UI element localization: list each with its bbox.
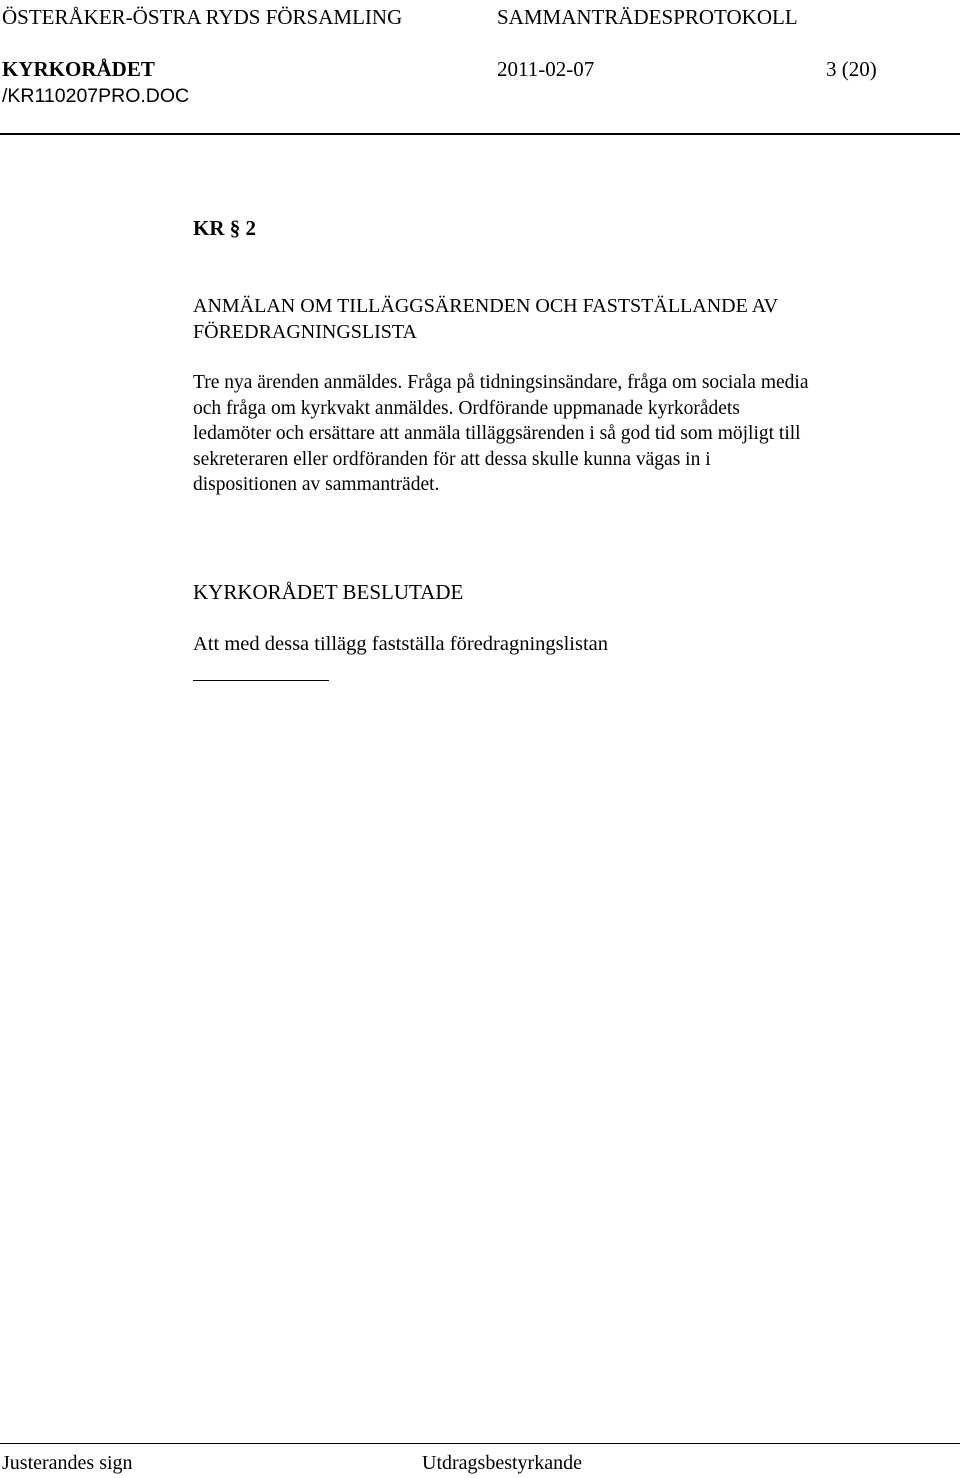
- paragraph-reference: KR § 2: [193, 216, 256, 240]
- body-line: ledamöter och ersättare att anmäla tilläggsärenden i så god tid som möjligt till: [193, 423, 801, 445]
- page-number: 3 (20): [826, 57, 877, 81]
- separator-line: [193, 680, 329, 681]
- footer-signature-label: Justerandes sign: [2, 1452, 133, 1474]
- meeting-date: 2011-02-07: [497, 57, 595, 81]
- header-divider: [0, 133, 960, 135]
- body-line: och fråga om kyrkvakt anmäldes. Ordförande uppmanade kyrkorådets: [193, 397, 740, 419]
- file-reference: /KR110207PRO.DOC: [2, 85, 190, 107]
- document-type: SAMMANTRÄDESPROTOKOLL: [497, 5, 798, 29]
- body-name: KYRKORÅDET: [2, 57, 155, 81]
- body-line: Tre nya ärenden anmäldes. Fråga på tidningsinsändare, fråga om sociala media: [193, 372, 809, 393]
- section-title-line-2: FÖREDRAGNINGSLISTA: [193, 321, 417, 343]
- section-title-line-1: ANMÄLAN OM TILLÄGGSÄRENDEN OCH FASTSTÄLLANDE AV: [193, 295, 779, 317]
- footer-divider: [0, 1443, 960, 1444]
- body-line: sekreteraren eller ordföranden för att dessa skulle kunna vägas in i: [193, 448, 711, 470]
- decision-heading: KYRKORÅDET BESLUTADE: [193, 580, 464, 604]
- body-line: dispositionen av sammanträdet.: [193, 474, 440, 496]
- decision-text: Att med dessa tillägg fastställa föredragningslistan: [193, 633, 609, 655]
- organization-name: ÖSTERÅKER-ÖSTRA RYDS FÖRSAMLING: [2, 5, 403, 29]
- section-body: [193, 370, 933, 498]
- footer-certification-label: Utdragsbestyrkande: [422, 1452, 582, 1474]
